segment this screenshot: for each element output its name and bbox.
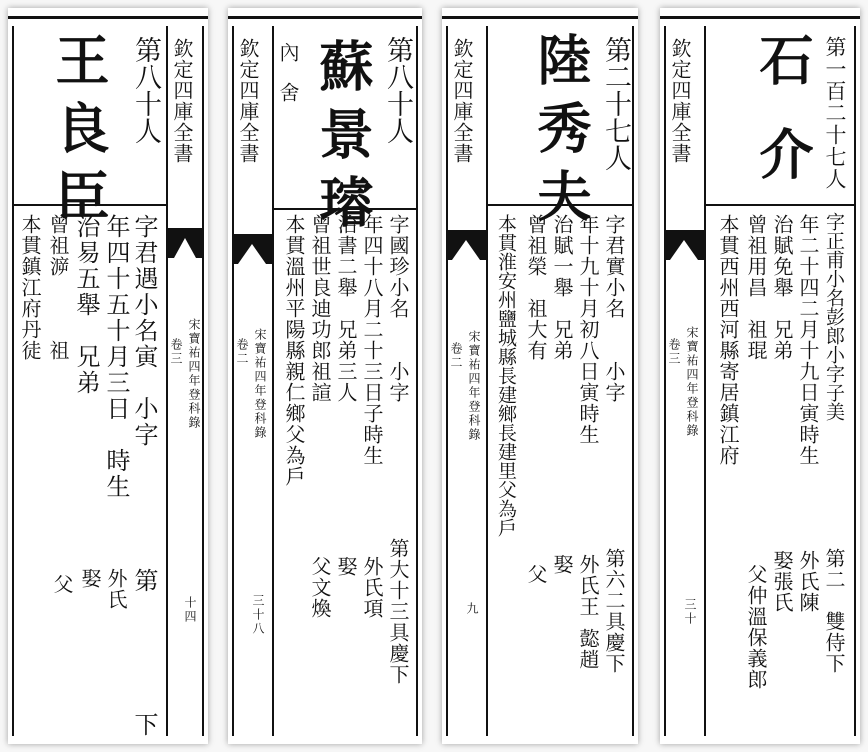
frame-left <box>446 26 448 736</box>
text-column: 本貫溫州平陽縣親仁鄉父為戶 <box>282 214 306 487</box>
margin-juan: 卷二 <box>449 342 463 370</box>
text-column: 曾祖榮 祖大有 <box>524 214 548 361</box>
document-page-1 <box>8 8 208 744</box>
text-column: 本貫淮安州鹽城縣長建鄉長建里父為戶 <box>495 214 517 537</box>
margin-juan: 卷二 <box>235 338 249 366</box>
book-title: 欽定四庫全書 <box>170 38 194 164</box>
margin-juan: 卷三 <box>667 338 681 366</box>
top-border <box>660 16 860 19</box>
fish-tail-ornament <box>168 228 202 258</box>
text-column: 年二十四二月十九日寅時生 <box>796 214 820 466</box>
text-column: 第六二具慶下 <box>602 548 626 674</box>
text-column: 外氏項 <box>360 556 384 619</box>
margin-title: 宋寶祐四年登科錄 <box>685 326 699 438</box>
frame-divider <box>166 26 168 736</box>
frame-divider <box>486 26 488 736</box>
text-column: 本貫西州西河縣寄居鎮江府 <box>716 214 740 466</box>
text-column: 曾祖㴑 祖 <box>46 214 70 361</box>
text-column: 字君實小名 小字 <box>602 214 626 403</box>
text-column: 娶 <box>550 554 574 575</box>
frame-divider <box>272 26 274 736</box>
book-title: 欽定四庫全書 <box>236 38 260 164</box>
text-column: 本貫鎮江府丹徒 <box>18 214 42 361</box>
text-column: 父 <box>524 564 548 585</box>
margin-page-number: 三十八 <box>251 594 265 636</box>
fish-tail-ornament <box>232 234 272 264</box>
text-column: 字正甫小名彭郎小字子美 <box>823 212 845 421</box>
frame-left <box>232 26 234 736</box>
text-column: 父 <box>50 574 74 595</box>
text-column: 父仲溫保義郎 <box>744 564 768 690</box>
book-title: 欽定四庫全書 <box>450 38 474 164</box>
margin-page-number: 九 <box>465 602 479 616</box>
text-column: 曾祖世良迪功郎祖諠 <box>308 214 332 403</box>
text-column: 曾祖用昌 祖琨 <box>744 214 768 361</box>
margin-page-number: 十四 <box>183 596 197 624</box>
rank-label: 第八十人 <box>382 36 413 144</box>
candidate-name: 陸秀夫 <box>529 32 593 236</box>
frame-left <box>664 26 666 736</box>
text-column: 父文煥 <box>308 556 332 619</box>
text-column: 娶 <box>78 568 102 589</box>
document-page-3 <box>442 8 638 744</box>
rank-label: 第一百二十七人 <box>823 36 847 190</box>
frame-divider <box>704 26 706 736</box>
frame-left <box>12 26 14 736</box>
top-border <box>8 16 208 19</box>
fish-tail-ornament <box>446 230 486 260</box>
text-column: 治賦一舉 兄弟 <box>550 214 574 361</box>
top-border <box>442 16 638 19</box>
rank-label: 第八十人 <box>130 36 161 144</box>
document-page-2 <box>228 8 422 744</box>
text-column: 字國珍小名 小字 <box>386 214 410 403</box>
candidate-name: 石介 <box>751 32 815 220</box>
text-column: 第二 雙侍下 <box>822 548 846 674</box>
text-column: 娶張氏 <box>770 550 794 613</box>
text-column: 下 <box>130 712 158 738</box>
text-column: 第 <box>130 568 158 594</box>
text-column: 治賦免舉 兄弟 <box>770 214 794 361</box>
text-column: 娶 <box>334 556 358 577</box>
fish-tail-ornament <box>664 230 704 260</box>
top-border <box>228 16 422 19</box>
text-column: 年十九十月初八日寅時生 <box>576 214 600 445</box>
margin-juan: 卷三 <box>169 338 183 366</box>
frame-right <box>854 26 856 736</box>
document-page-4 <box>660 8 860 744</box>
margin-page-number: 三十 <box>683 598 697 626</box>
text-column: 㦤趙 <box>576 628 600 670</box>
text-column: 外氏王 <box>576 554 600 617</box>
text-column: 外氏陳 <box>796 550 820 613</box>
text-column: 治易五舉 兄弟 <box>72 214 100 396</box>
text-column: 外氏 <box>104 568 128 610</box>
margin-title: 宋寶祐四年登科錄 <box>253 328 267 440</box>
book-title: 欽定四庫全書 <box>668 38 692 164</box>
candidate-name: 蘇景璿 <box>311 38 375 242</box>
text-column: 年四十八月二十三日子時生 <box>360 214 384 466</box>
she-label: 內舍 <box>276 42 300 122</box>
margin-title: 宋寶祐四年登科錄 <box>187 318 201 430</box>
text-column: 治書二舉 兄弟三人 <box>334 214 358 403</box>
text-column: 字君遇小名寅 小字 <box>130 214 158 448</box>
text-column: 第大十三具慶下 <box>386 538 410 685</box>
rank-label: 第二十七人 <box>600 36 631 171</box>
frame-right <box>632 26 634 736</box>
margin-title: 宋寶祐四年登科錄 <box>467 330 481 442</box>
frame-right <box>202 26 204 736</box>
text-column: 年四十五十月三日 時生 <box>102 214 130 500</box>
candidate-name: 王良臣 <box>47 32 111 236</box>
frame-right <box>416 26 418 736</box>
